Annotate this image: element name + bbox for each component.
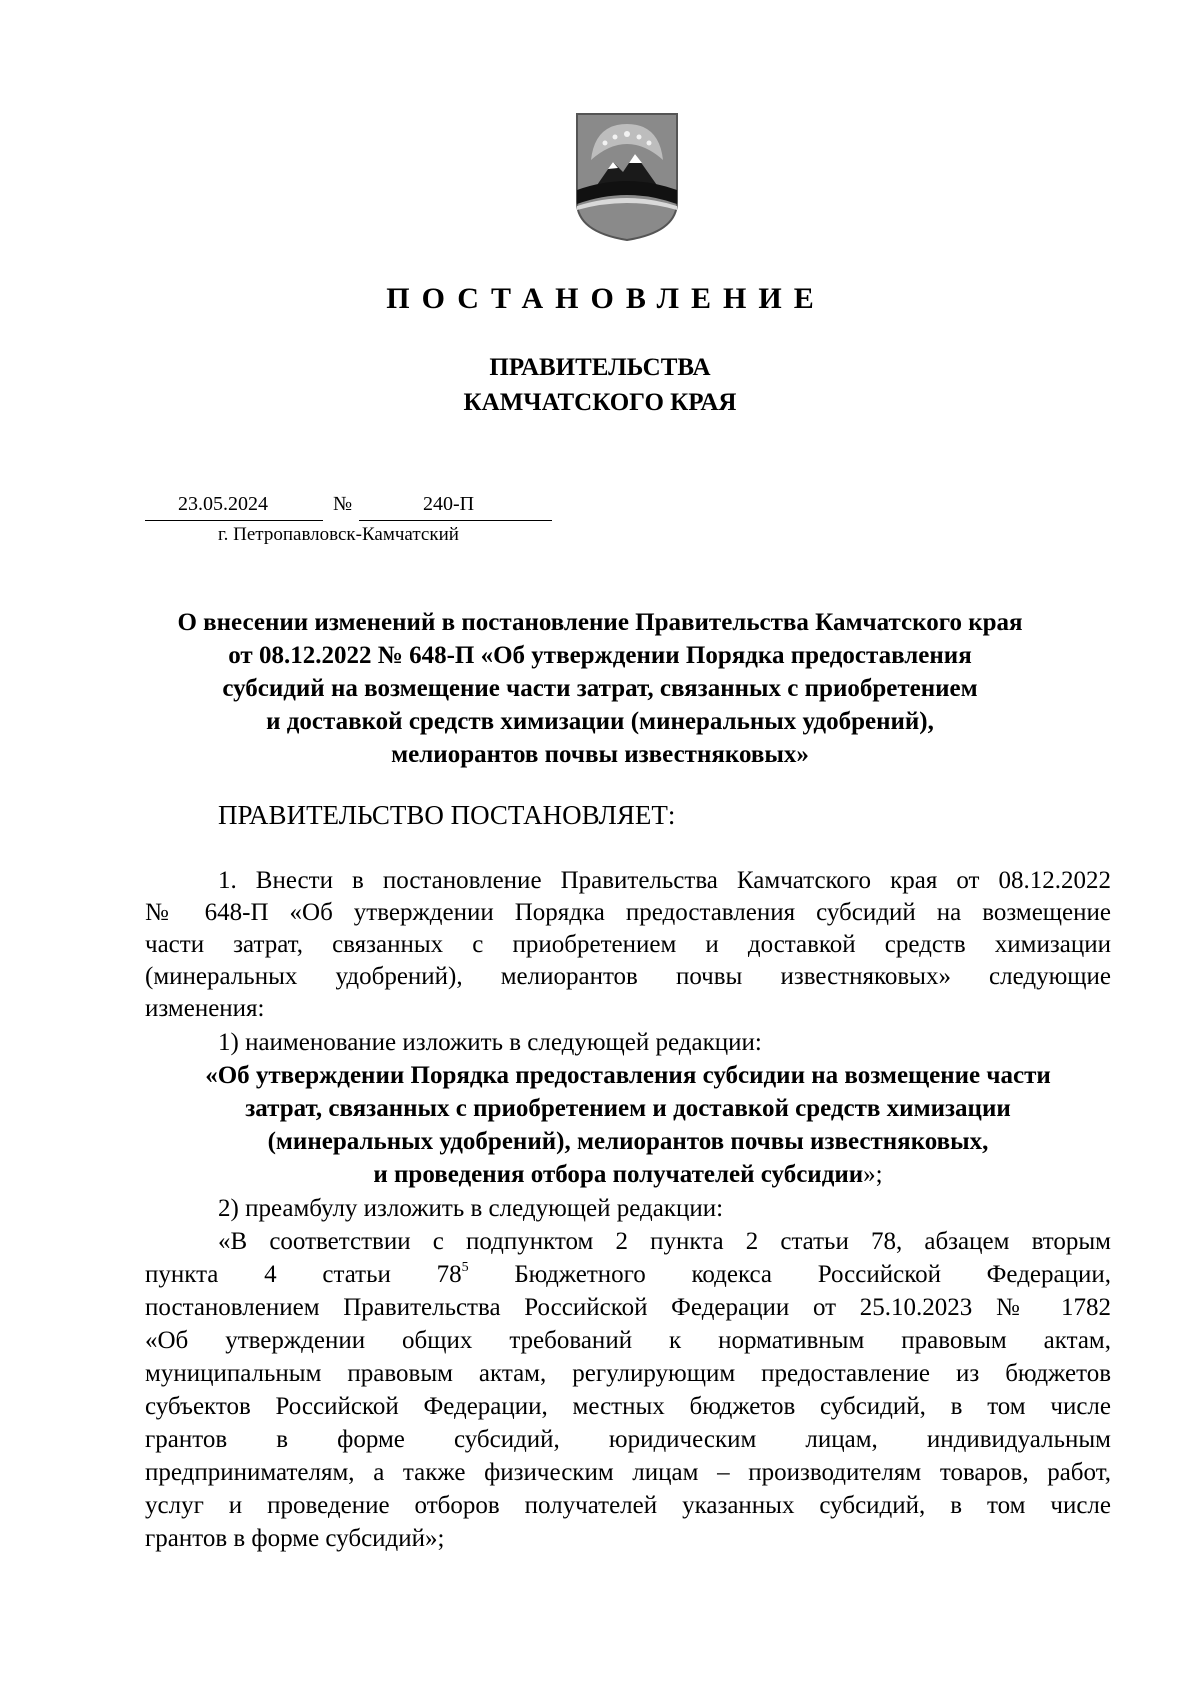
- heading-line: мелиорантов почвы известняковых»: [391, 741, 809, 768]
- article-superscript: 5: [461, 1260, 469, 1275]
- new-title-line-last: [145, 1161, 1111, 1189]
- preamble-line: услуг и проведение отборов получателей указанных субсидий, в том числе: [145, 1492, 1111, 1519]
- preamble-line: постановлением Правительства Российской Федерации от 25.10.2023 № 1782: [145, 1294, 1111, 1321]
- paragraph-line: № 648-П «Об утверждении Порядка предоставления субсидий на возмещение: [145, 899, 1111, 926]
- preamble-line: «В соответствии с подпунктом 2 пункта 2 статьи 78, абзацем вторым: [218, 1228, 1111, 1255]
- number-underline: [359, 520, 552, 521]
- preamble-line: предпринимателям, а также физическим лицам – производителям товаров, работ,: [145, 1459, 1111, 1486]
- document-type-title: ПОСТАНОВЛЕНИЕ: [386, 282, 826, 315]
- new-title-text: и проведения отбора получателей субсидии: [373, 1161, 864, 1188]
- resolves-clause: ПРАВИТЕЛЬСТВО ПОСТАНОВЛЯЕТ:: [218, 800, 676, 830]
- preamble-text-a: пункта 4 статьи 78: [145, 1261, 462, 1288]
- coat-of-arms-emblem: [573, 110, 681, 242]
- issuing-body-line-1: ПРАВИТЕЛЬСТВА: [489, 354, 711, 381]
- paragraph-line: 1. Внести в постановление Правительства Камчатского края от 08.12.2022: [218, 867, 1111, 894]
- paragraph-line: (минеральных удобрений), мелиорантов почвы известняковых» следующие: [145, 963, 1111, 990]
- preamble-line-with-superscript: [145, 1261, 1111, 1289]
- new-title-line: «Об утверждении Порядка предоставления субсидии на возмещение части: [205, 1062, 1051, 1089]
- new-title-line: затрат, связанных с приобретением и доставкой средств химизации: [245, 1095, 1011, 1122]
- issuing-body-line-2: КАМЧАТСКОГО КРАЯ: [463, 389, 737, 416]
- new-title-closing: »;: [863, 1161, 883, 1188]
- new-title-line: (минеральных удобрений), мелиорантов почвы известняковых,: [267, 1128, 989, 1155]
- preamble-line: грантов в форме субсидий»;: [145, 1525, 445, 1552]
- heading-line: субсидий на возмещение части затрат, связанных с приобретением: [222, 675, 978, 702]
- preamble-line: «Об утверждении общих требований к нормативным правовым актам,: [145, 1327, 1111, 1354]
- paragraph-line: части затрат, связанных с приобретением и доставкой средств химизации: [145, 931, 1111, 958]
- heading-line: от 08.12.2022 № 648-П «Об утверждении Порядка предоставления: [228, 642, 972, 669]
- document-date: 23.05.2024: [178, 493, 268, 515]
- amendment-item-2: 2) преамбулу изложить в следующей редакции:: [218, 1195, 724, 1222]
- heading-line: О внесении изменений в постановление Правительства Камчатского края: [177, 609, 1023, 636]
- date-underline: [145, 520, 323, 521]
- heading-line: и доставкой средств химизации (минеральных удобрений),: [266, 708, 934, 735]
- preamble-line: грантов в форме субсидий, юридическим лицам, индивидуальным: [145, 1426, 1111, 1453]
- amendment-item-1: 1) наименование изложить в следующей редакции:: [218, 1029, 762, 1056]
- preamble-text-b: Бюджетного кодекса Российской Федерации,: [468, 1261, 1111, 1288]
- issue-city: г. Петропавловск-Камчатский: [218, 524, 459, 545]
- paragraph-line: изменения:: [145, 995, 265, 1022]
- document-number: 240-П: [423, 493, 475, 515]
- document-heading: [100, 606, 1100, 771]
- number-sign: №: [333, 493, 353, 515]
- preamble-line: муниципальным правовым актам, регулирующим предоставление из бюджетов: [145, 1360, 1111, 1387]
- preamble-line: субъектов Российской Федерации, местных бюджетов субсидий, в том числе: [145, 1393, 1111, 1420]
